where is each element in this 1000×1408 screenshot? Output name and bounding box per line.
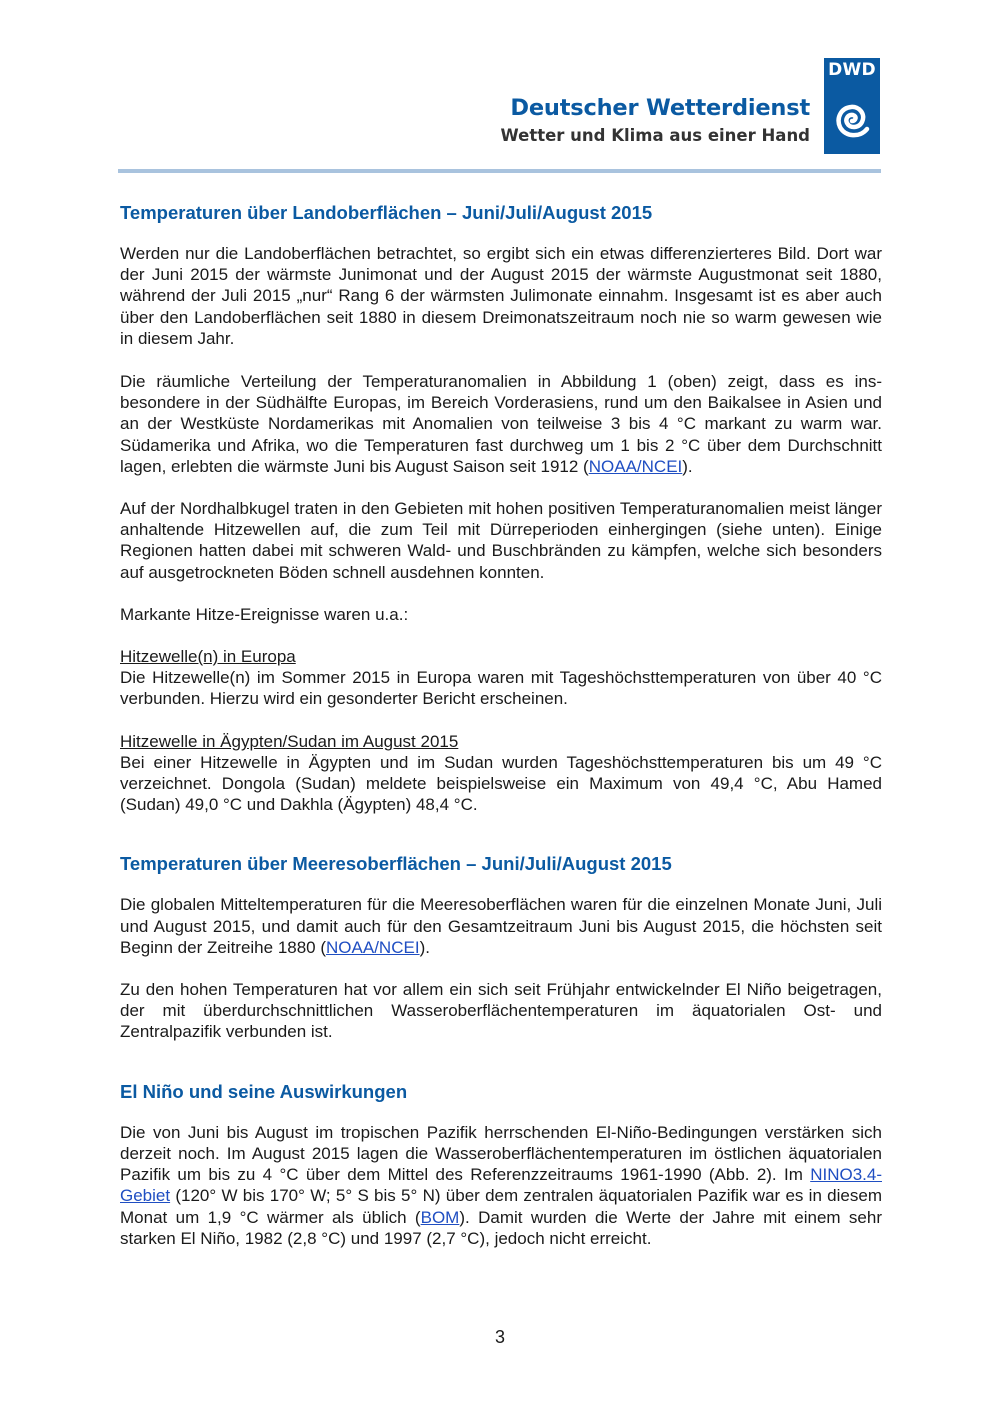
sea-paragraph-1-text: Die globalen Mitteltemperaturen für die Meeresoberflächen waren für die einzelnen Monate Juni, Juli und August 2015, und damit auch für den Gesamtzeitraum Juni bis August 2015, die höchsten seit Beginn der Zeitreihe 1880 ( <box>120 895 882 957</box>
page-content <box>120 200 882 1249</box>
land-paragraph-1: Werden nur die Landoberflächen betrachtet, so ergibt sich ein etwas differenzierteres Bild. Dort war der Juni 2015 der wärmste Junimonat und der August 2015 der wärmste Augustmonat seit 1880, während der Juli 2015 „nur“ Rang 6 der wärmsten Julimonate einnahm. Insgesamt ist es aber auch über den Landoberflächen seit 1880 in diesem Dreimonatszeitraum noch nie so warm gewesen wie in diesem Jahr. <box>120 244 882 348</box>
land-paragraph-2-end: ). <box>682 456 693 476</box>
header-brand <box>501 95 810 147</box>
land-paragraph-2-text: Die räumliche Verteilung der Temperaturanomalien in Abbildung 1 (oben) zeigt, dass es insbesondere in der Südhälfte Europas, im Bereich Vorderasiens, rund um den Baikalsee in Asien und an der Westküste Nordamerikas mit Anomalien von teilweise 3 bis 4 °C markant zu warm war. Südamerika und Afrika, wo die Temperaturen fast durchweg um 1 bis 2 °C über dem Durchschnitt lagen, erlebten die wärmste Juni bis August Saison seit 1912 ( <box>120 372 882 476</box>
dwd-logo <box>824 58 880 154</box>
noaa-ncei-link[interactable]: NOAA/NCEI <box>588 456 683 476</box>
org-tagline: Wetter und Klima aus einer Hand <box>500 126 810 145</box>
sea-paragraph-1-end: ). <box>419 937 430 957</box>
noaa-ncei-link-2[interactable]: NOAA/NCEI <box>326 937 420 957</box>
elnino-text-c: ). Damit wurden die Werte der Jahre mit einem sehr starken El Niño, 1982 (2,8 °C) und 1997 (2,7 °C), jedoch nicht erreicht. <box>120 1207 882 1248</box>
event-europe-title: Hitzewelle(n) in Europa <box>120 647 296 667</box>
sea-paragraph-1 <box>120 894 882 958</box>
nino34-link[interactable]: NINO3.4-Gebiet <box>120 1165 882 1206</box>
header-rule <box>118 169 881 173</box>
land-paragraph-4: Markante Hitze-Ereignisse waren u.a.: <box>120 604 409 624</box>
event-egypt-text: Bei einer Hitzewelle in Ägypten und im Sudan wurden Tageshöchsttemperaturen bis um 49 °C verzeichnet. Dongola (Sudan) meldete beispielsweise ein Maximum von 49,4 °C, Abu Hamed (Sudan) 49,0 °C und Dakhla (Ägypten) 48,4 °C. <box>120 752 882 815</box>
page-number: 3 <box>494 1327 505 1347</box>
logo-text: DWD <box>828 60 876 80</box>
elnino-paragraph-1 <box>120 1122 882 1249</box>
event-europe-text: Die Hitzewelle(n) im Sommer 2015 in Europa waren mit Tageshöchsttemperaturen von über 40 °C verbunden. Hierzu wird ein gesonderter Bericht erscheinen. <box>120 668 882 709</box>
event-egypt-title: Hitzewelle in Ägypten/Sudan im August 2015 <box>120 731 459 751</box>
elnino-heading: El Niño und seine Auswirkungen <box>120 1080 408 1102</box>
elnino-text-b: (120° W bis 170° W; 5° S bis 5° N) über dem zentralen äquatorialen Pazifik war es in diesem Monat um 1,9 °C wärmer als üblich ( <box>120 1186 882 1227</box>
org-name: Deutscher Wetterdienst <box>510 95 810 121</box>
sea-paragraph-2: Zu den hohen Temperaturen hat vor allem ein sich seit Frühjahr entwickelnder El Niño beigetragen, der mit überdurchschnittlichen Wasseroberflächentemperaturen im äquatorialen Ost- und Zentralpazifik verbunden ist. <box>120 980 882 1042</box>
bom-link[interactable]: BOM <box>420 1207 460 1227</box>
sea-heading: Temperaturen über Meeresoberflächen – Juni/Juli/August 2015 <box>120 853 672 875</box>
land-paragraph-3: Auf der Nordhalbkugel traten in den Gebieten mit hohen positiven Temperaturanomalien meist länger anhaltende Hitzewellen auf, die zum Teil mit Dürreperioden einhergingen (siehe unten). Einige Regionen hatten dabei mit schweren Wald- und Buschbränden zu kämpfen, welche sich besonders auf ausgetrockneten Böden schnell ausdehnen konnten. <box>120 499 882 582</box>
elnino-text-a: Die von Juni bis August im tropischen Pazifik herrschenden El-Niño-Bedingungen verstärken sich derzeit noch. Im August 2015 lagen die Wasseroberflächentemperaturen im östlichen äquatorialen Pazifik um bis zu 4 °C über dem Mittel des Referenzzeitraums 1961-1990 (Abb. 2). Im <box>120 1122 882 1185</box>
land-heading: Temperaturen über Landoberflächen – Juni/Juli/August 2015 <box>120 202 653 223</box>
spiral-icon <box>826 85 878 151</box>
land-paragraph-2 <box>120 371 882 477</box>
